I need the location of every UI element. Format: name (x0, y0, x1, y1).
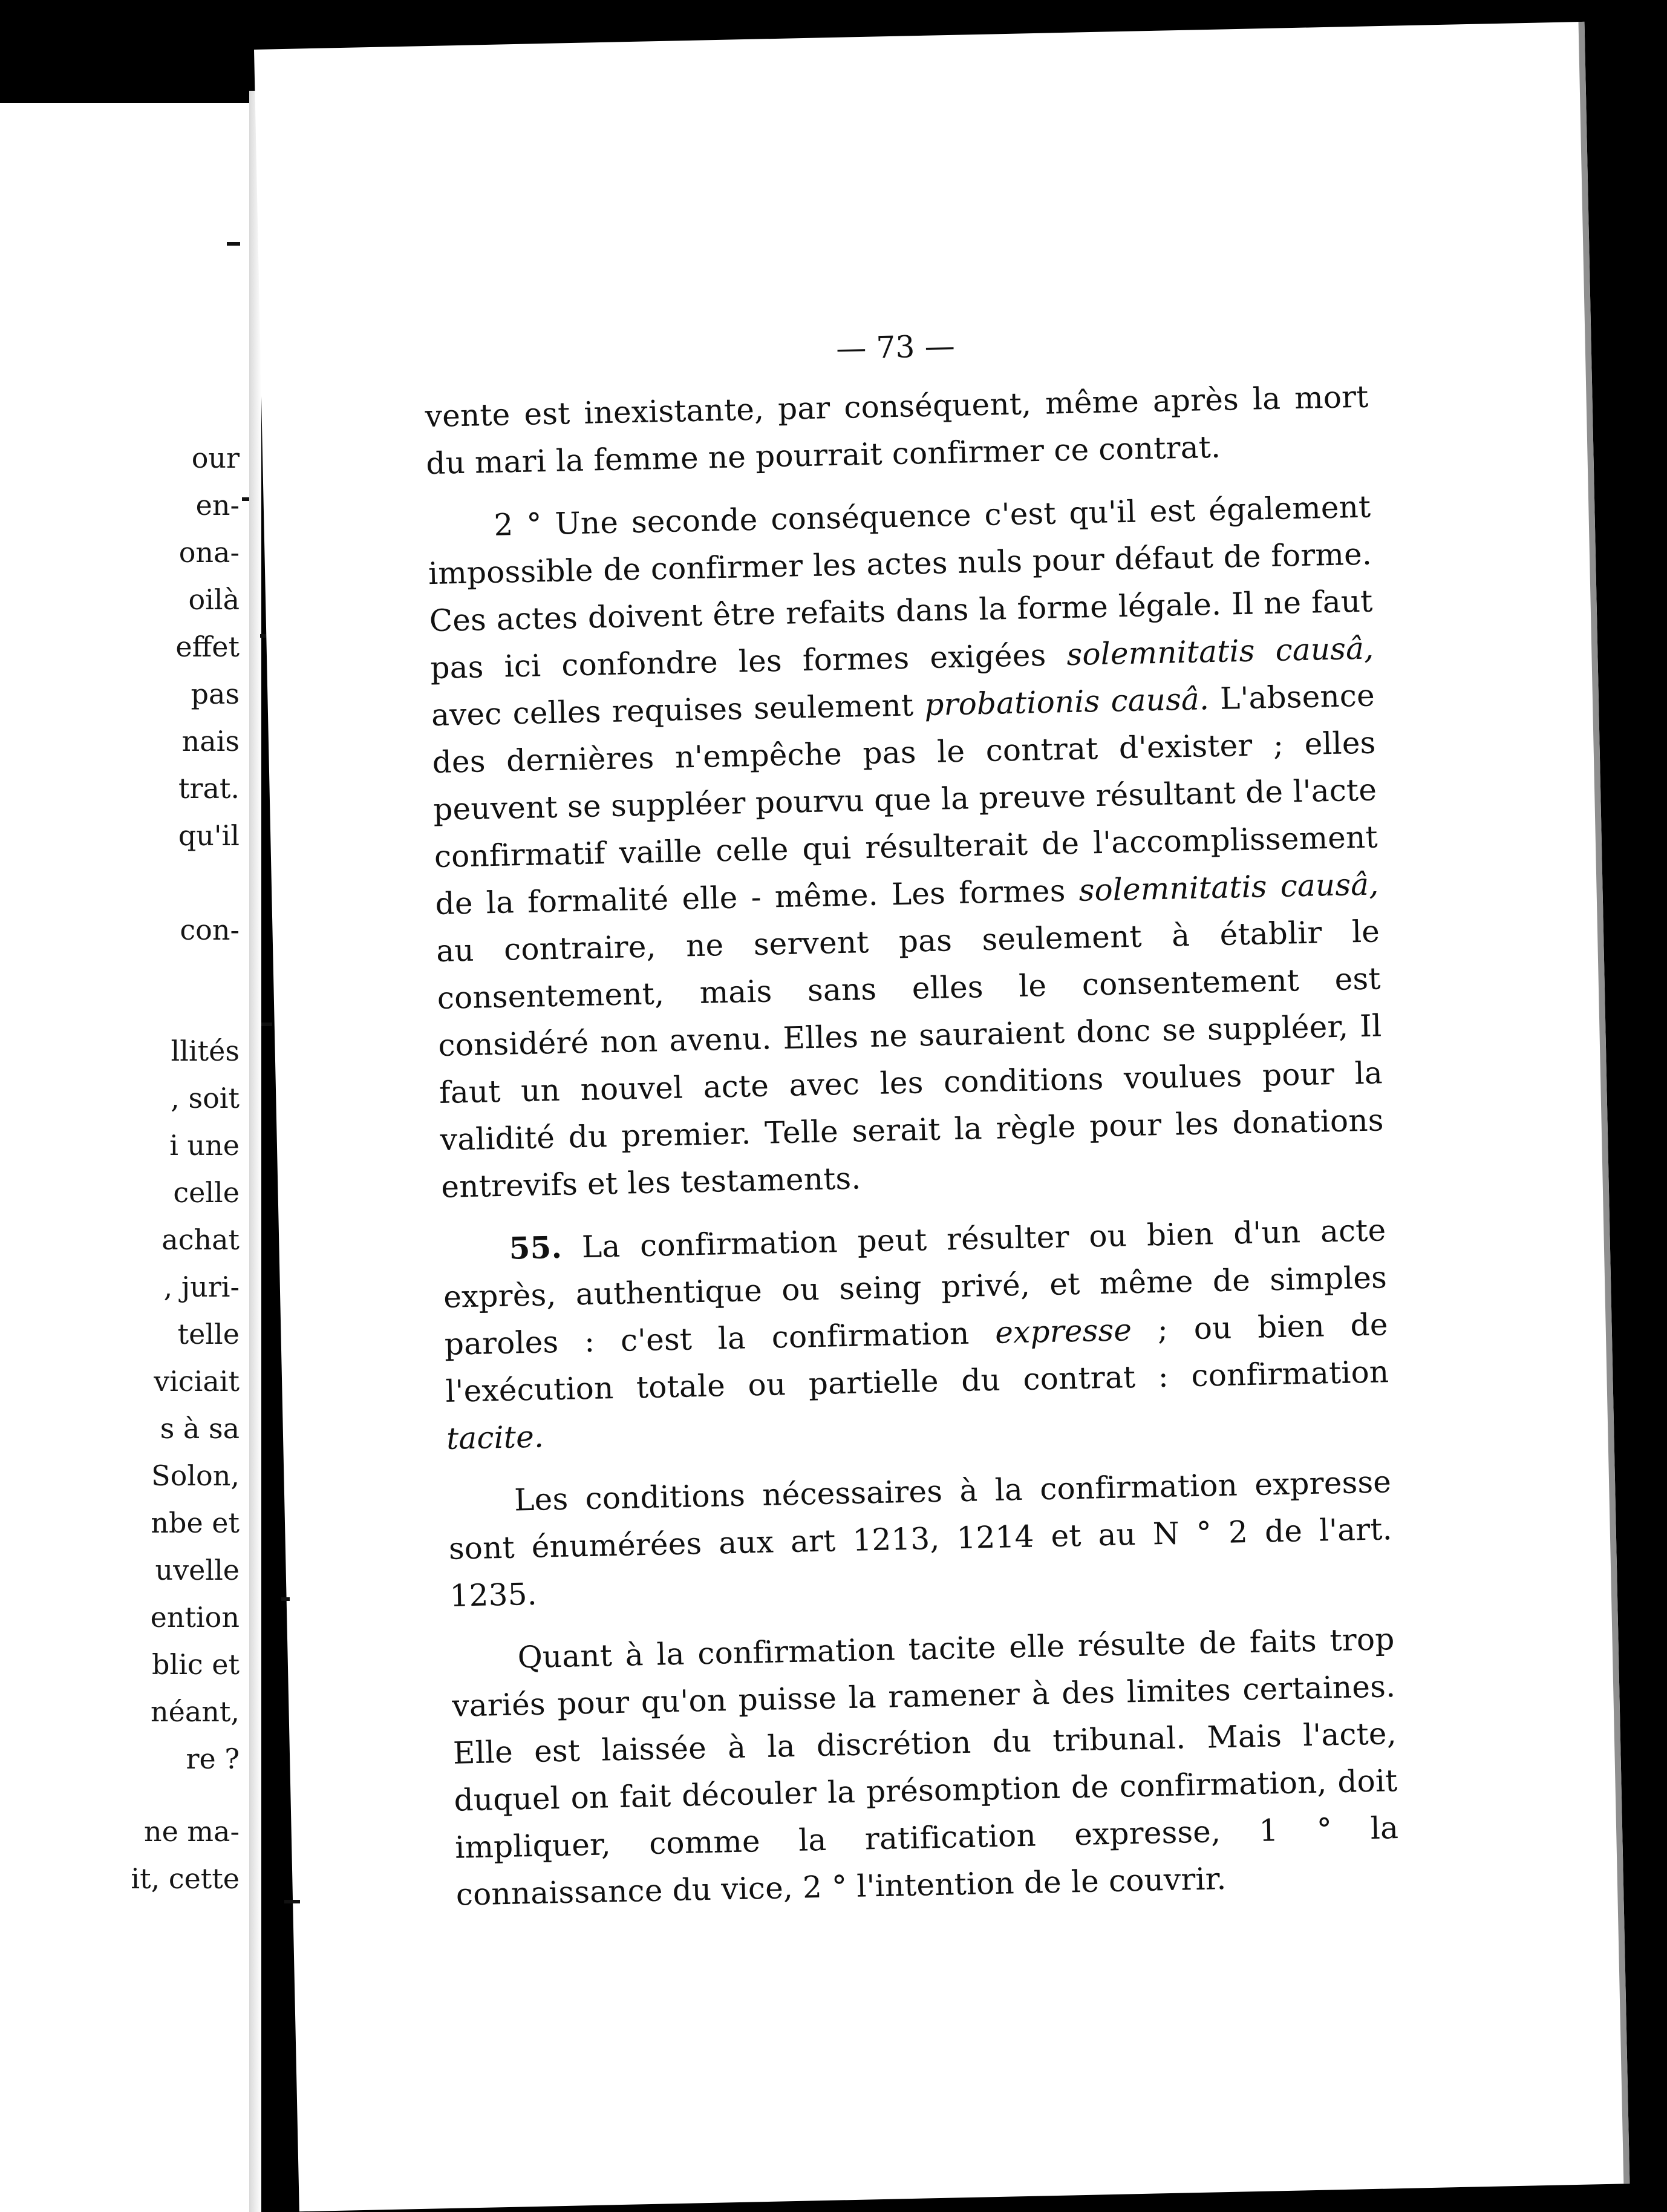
left-fragment: viciait (154, 1365, 240, 1398)
left-fragment: con- (180, 914, 240, 946)
paragraph-1: vente est inexistante, par conséquent, même après la mort du mari la femme ne pourrait confirmer ce contrat. (425, 379, 1369, 482)
left-fragment: ne ma- (143, 1815, 240, 1848)
latin-term: solemnitatis causâ, (1078, 866, 1379, 908)
left-fragment: ona- (178, 536, 240, 569)
left-fragment: achat (161, 1223, 240, 1256)
left-fragment: trat. (178, 772, 240, 805)
paragraph-3-text-b: ; ou bien de l'exécution totale ou partielle du contrat : confirmation (445, 1307, 1389, 1409)
left-fragment: pas (191, 678, 240, 710)
paragraph-2-text-a: 2 ° Une seconde conséquence c'est qu'il est également impossible de confirmer les actes nuls pour défaut de forme. Ces actes doivent être refaits dans la forme légale. Il ne faut pas ici confondre les formes exigées (428, 489, 1374, 686)
scan-mark (260, 634, 266, 638)
emphasis-term: expresse (994, 1312, 1132, 1350)
scan-mark (284, 1900, 300, 1903)
left-fragment: llités (171, 1035, 240, 1067)
paragraph-2-text-b: avec celles requises seulement (431, 687, 914, 733)
left-fragment: ention (150, 1601, 240, 1634)
scan-mark (242, 497, 249, 501)
left-fragment: en- (195, 489, 240, 522)
section-number: 55. (508, 1229, 563, 1266)
paragraph-3 (442, 1206, 1391, 1462)
paragraph-5: Quant à la confirmation tacite elle résulte de faits trop variés pour qu'on puisse la ramener à des limites certaines. Elle est laissée à la discrétion du tribunal. Mais l'acte, duquel on fait découler la présomption de confirmation, doit impliquer, comme la ratification expresse, 1 ° la connaissance du vice, 2 ° l'intention de le couvrir. (451, 1621, 1399, 1913)
left-fragment: oilà (188, 583, 240, 616)
left-fragment: , soit (171, 1082, 240, 1114)
left-fragment: our (191, 442, 240, 474)
left-fragment: nais (181, 725, 240, 758)
left-fragment: Solon, (151, 1459, 240, 1492)
left-fragment: , juri- (163, 1271, 240, 1303)
left-fragment: re ? (186, 1742, 240, 1775)
page-number: — 73 — (835, 328, 956, 366)
scan-mark (261, 1023, 272, 1026)
left-fragment: qu'il (178, 819, 240, 852)
latin-term: probationis causâ. (924, 681, 1210, 723)
emphasis-term: tacite. (446, 1419, 544, 1456)
left-fragment: nbe et (151, 1507, 240, 1539)
scan-mark (281, 1597, 290, 1601)
paragraph-2-text-d: au contraire, ne servent pas seulement à établir le consentement, mais sans elles le consentement est considéré non avenu. Elles ne sauraient donc se suppléer, Il faut un nouvel acte avec les conditions voulues pour la validité du premier. Telle serait la règle pour les donations entrevifs et les testaments. (436, 914, 1385, 1205)
left-fragment: telle (177, 1318, 240, 1350)
paragraph-2 (427, 483, 1385, 1211)
right-page (254, 22, 1629, 2211)
left-fragment: blic et (152, 1648, 240, 1681)
left-fragment: it, cette (131, 1862, 240, 1895)
paragraph-3-text-a: La confirmation peut résulter ou bien d'un acte exprès, authentique ou seing privé, et même de simples paroles : c'est la confirmation (443, 1212, 1388, 1362)
paragraph-2-text-c: L'absence des dernières n'empêche pas le contrat d'exister ; elles peuvent se suppléer pourvu que la preuve résultant de l'acte confirmatif vaille celle qui résulterait de l'accomplissement de la formalité elle - même. Les formes (432, 678, 1378, 922)
left-fragment: uvelle (155, 1554, 240, 1586)
left-fragment: effet (175, 630, 240, 663)
left-fragment: i une (169, 1129, 240, 1162)
page-gutter (249, 91, 261, 2212)
left-fragment: s à sa (160, 1412, 240, 1445)
latin-term: solemnitatis causâ, (1066, 630, 1374, 673)
left-fragment: néant, (150, 1695, 240, 1728)
left-page (0, 103, 254, 2212)
text-column (423, 314, 1400, 1934)
left-fragment: celle (173, 1176, 240, 1209)
paragraph-4: Les conditions nécessaires à la confirmation expresse sont énumérées aux art 1213, 1214 et au N ° 2 de l'art. 1235. (448, 1464, 1393, 1614)
scan-mark (227, 242, 240, 246)
